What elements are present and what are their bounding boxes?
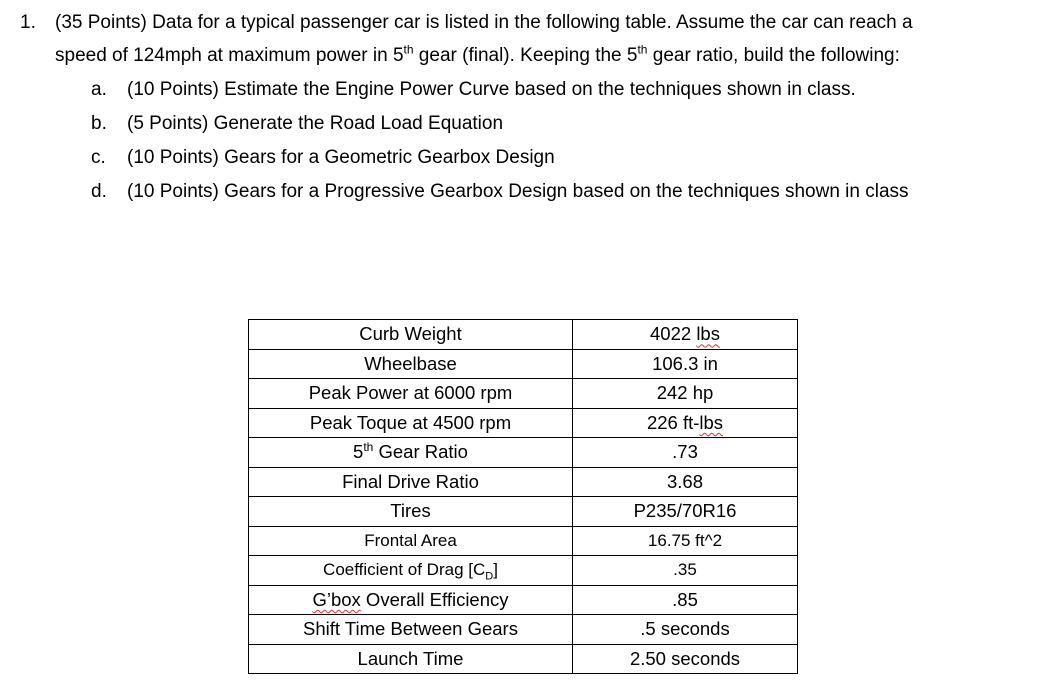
- part-text: (5 Points) Generate the Road Load Equation: [127, 113, 504, 134]
- row-value: [573, 320, 798, 350]
- question-number: 1.: [20, 12, 36, 33]
- table-row: [249, 320, 798, 350]
- row-label: Frontal Area: [249, 526, 573, 556]
- text: 5: [353, 441, 364, 463]
- table-row: [249, 556, 798, 586]
- superscript: th: [403, 42, 414, 57]
- table-row: [249, 349, 798, 379]
- row-label: [249, 585, 573, 615]
- value-number: 4022: [650, 323, 697, 345]
- part-text: (10 Points) Estimate the Engine Power Curve based on the techniques shown in class.: [127, 79, 856, 100]
- part-text: (10 Points) Gears for a Geometric Gearbox Design: [127, 147, 555, 168]
- row-label: Peak Power at 6000 rpm: [249, 379, 573, 409]
- text: speed of 124mph at maximum power in 5: [55, 45, 404, 66]
- row-label: Launch Time: [249, 644, 573, 674]
- text: Gear Ratio: [373, 441, 468, 463]
- superscript: th: [637, 42, 648, 57]
- table-row: [249, 615, 798, 645]
- part-label: d.: [91, 181, 107, 202]
- part-label: b.: [91, 113, 107, 134]
- subscript: D: [485, 570, 494, 583]
- row-label: Final Drive Ratio: [249, 467, 573, 497]
- row-label: Peak Toque at 4500 rpm: [249, 408, 573, 438]
- table-row: [249, 467, 798, 497]
- row-value: .5 seconds: [573, 615, 798, 645]
- text: Coefficient of Drag [C: [323, 560, 486, 580]
- row-value: .35: [573, 556, 798, 586]
- car-data-table: [248, 319, 798, 674]
- value-unit: lbs: [699, 411, 724, 433]
- question-line-2: [55, 42, 900, 67]
- row-label: [249, 438, 573, 468]
- table-row: [249, 585, 798, 615]
- row-value: .73: [573, 438, 798, 468]
- part-text: (10 Points) Gears for a Progressive Gearbox Design based on the techniques shown in class: [127, 181, 909, 202]
- row-value: 2.50 seconds: [573, 644, 798, 674]
- row-label: Curb Weight: [249, 320, 573, 350]
- part-label: a.: [91, 79, 107, 100]
- table-row: [249, 526, 798, 556]
- row-value: 242 hp: [573, 379, 798, 409]
- row-label: Tires: [249, 497, 573, 527]
- table-row: [249, 408, 798, 438]
- part-label: c.: [91, 147, 106, 168]
- table-row: [249, 497, 798, 527]
- table-row: [249, 644, 798, 674]
- row-label: Shift Time Between Gears: [249, 615, 573, 645]
- row-value: .85: [573, 585, 798, 615]
- table-row: [249, 438, 798, 468]
- row-label: Wheelbase: [249, 349, 573, 379]
- text: gear (final). Keeping the 5: [413, 45, 638, 66]
- row-value: 16.75 ft^2: [573, 526, 798, 556]
- row-value: 106.3 in: [573, 349, 798, 379]
- text: Overall Efficiency: [360, 588, 509, 610]
- row-label: [249, 556, 573, 586]
- row-value: [573, 408, 798, 438]
- row-value: P235/70R16: [573, 497, 798, 527]
- value-unit: lbs: [696, 323, 720, 345]
- table-row: [249, 379, 798, 409]
- text: G’box: [312, 588, 361, 610]
- row-value: 3.68: [573, 467, 798, 497]
- text: ]: [493, 560, 498, 580]
- superscript: th: [363, 440, 374, 455]
- value-number: 226 ft-: [646, 411, 700, 433]
- question-line-1: (35 Points) Data for a typical passenger car is listed in the following table. Assume the car can reach a: [55, 12, 913, 33]
- text: gear ratio, build the following:: [647, 45, 900, 66]
